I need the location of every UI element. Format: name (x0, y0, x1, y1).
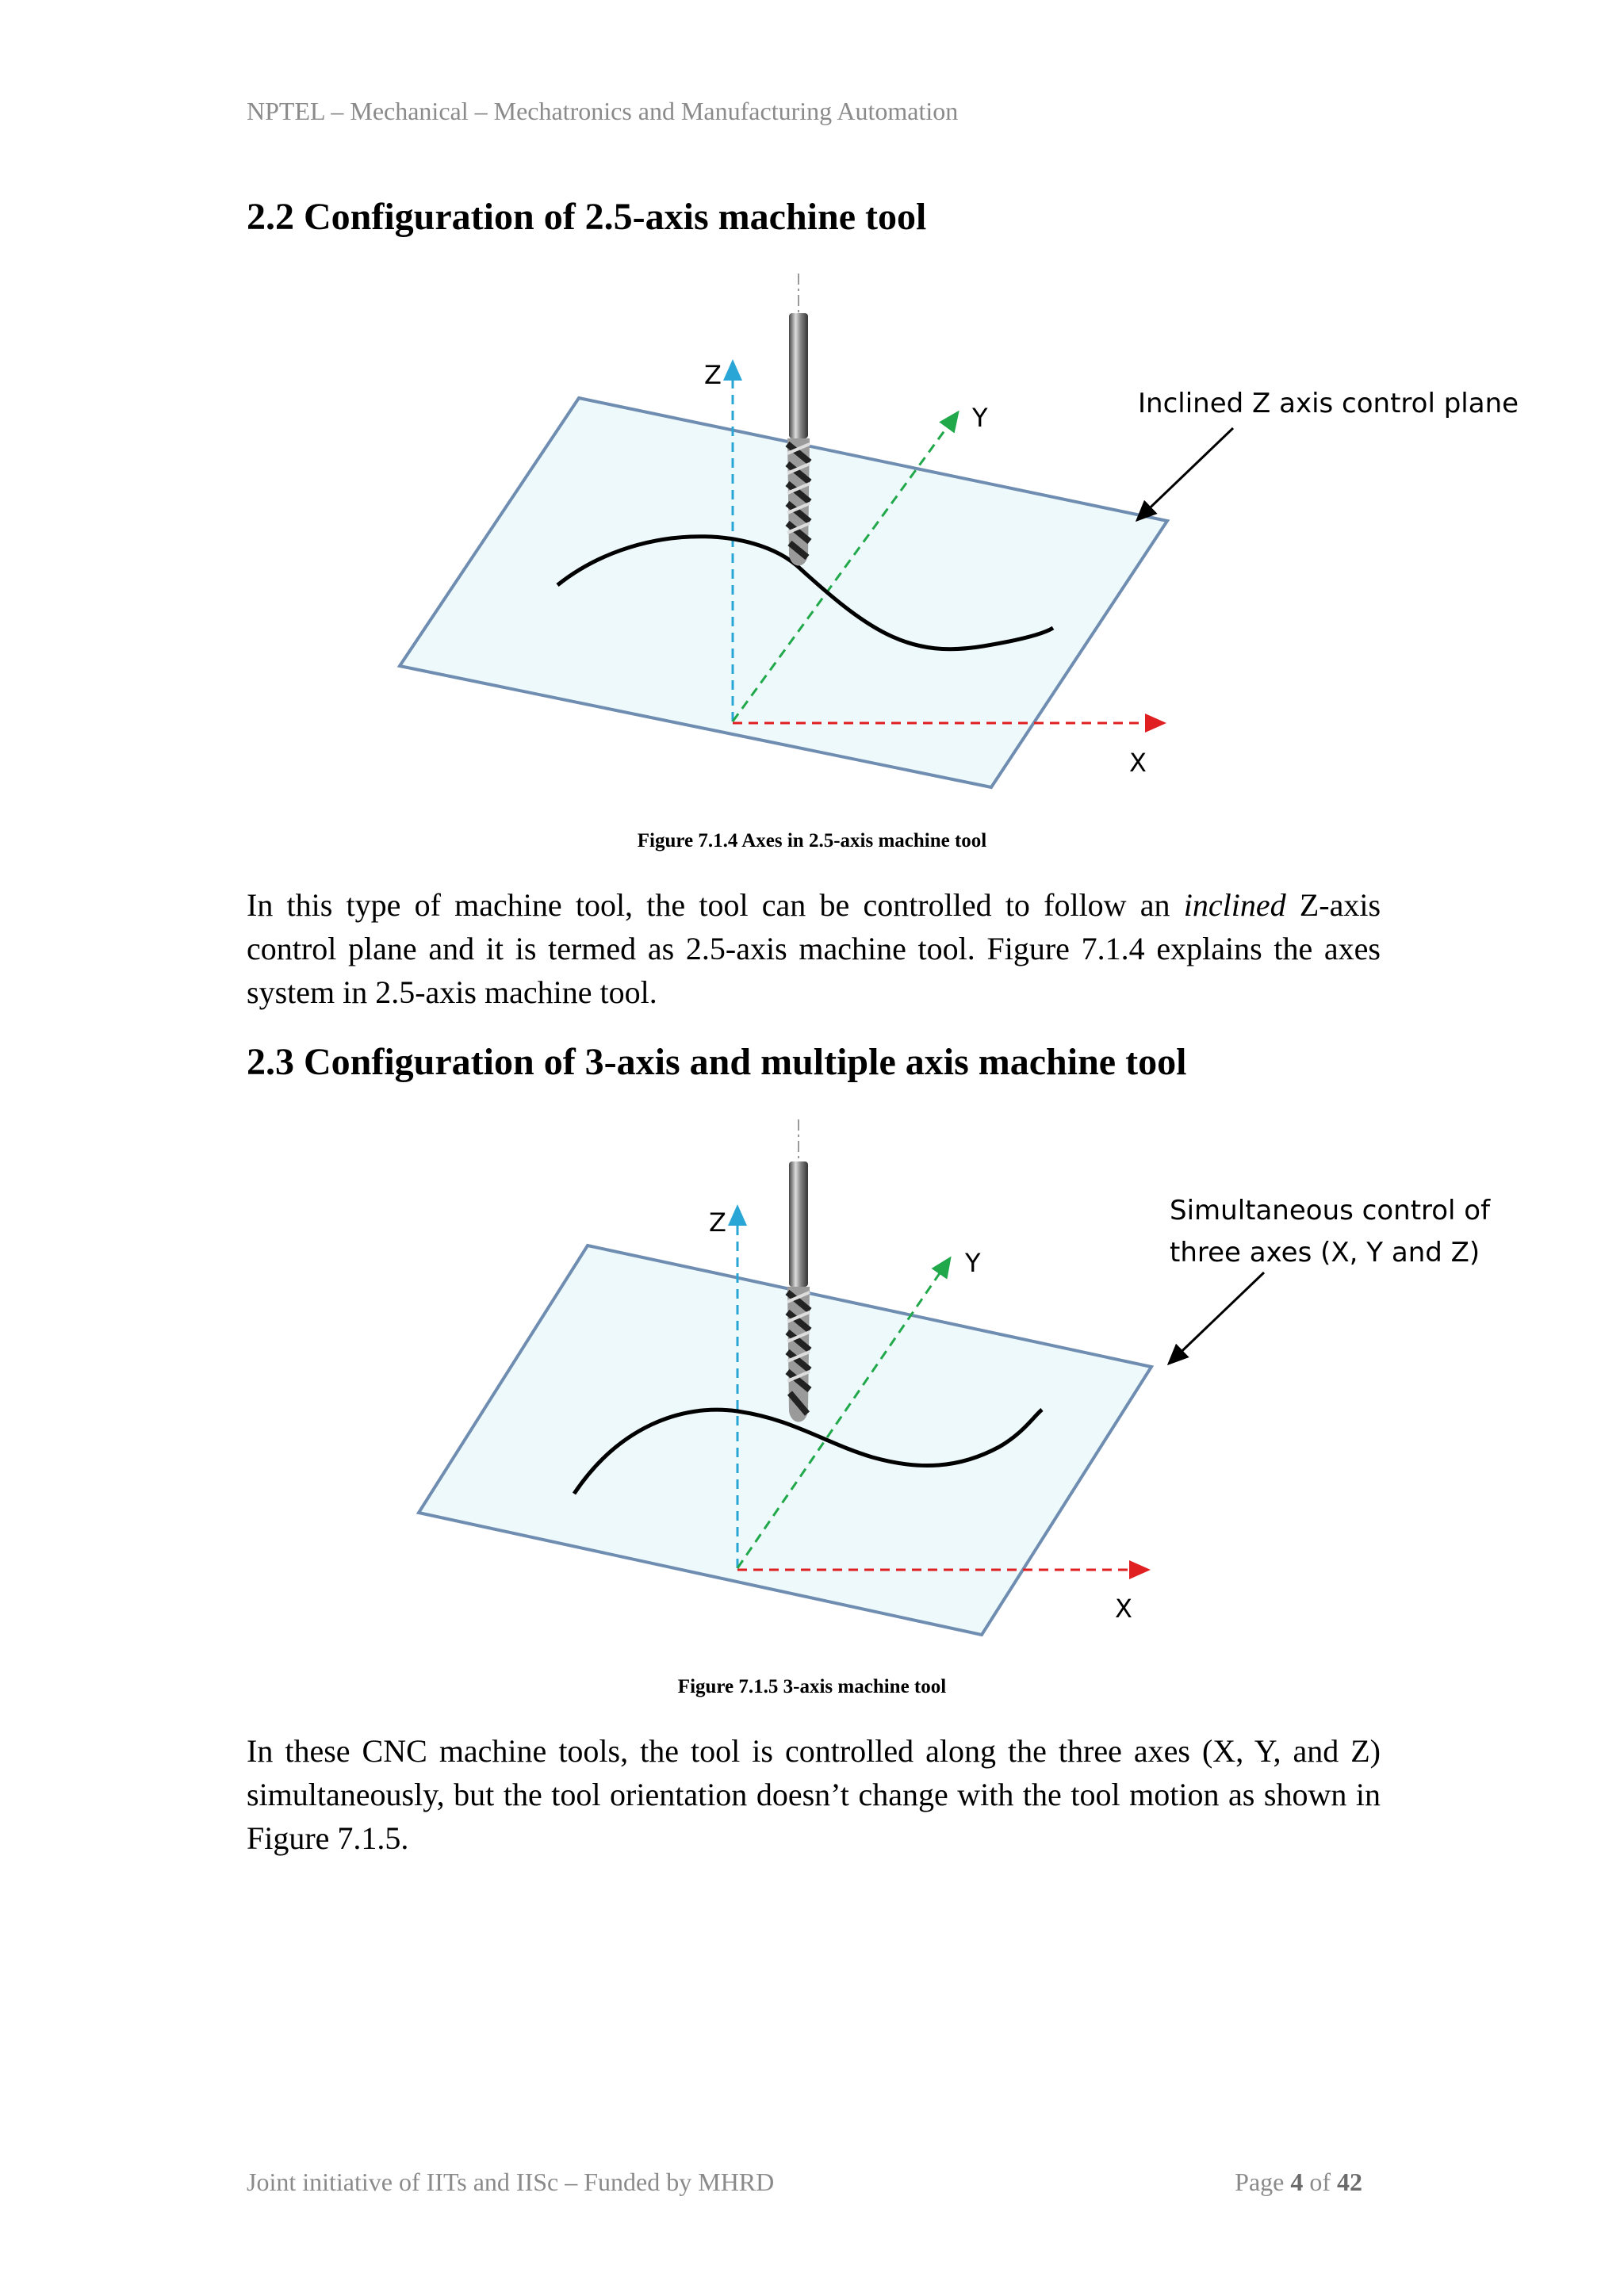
y-axis-label: Y (965, 1248, 981, 1278)
x-axis-label: X (1129, 748, 1147, 778)
page-of: of (1303, 2168, 1337, 2196)
plane-annotation-line1: Simultaneous control of (1170, 1195, 1491, 1226)
section-heading-2-2: 2.2 Configuration of 2.5-axis machine tool (247, 196, 927, 238)
x-axis-label: X (1115, 1594, 1132, 1624)
figure-3-axis (0, 1106, 1624, 1653)
paragraph-2-5-axis (247, 883, 1381, 1014)
page-header: NPTEL – Mechanical – Mechatronics and Manufacturing Automation (247, 97, 959, 125)
y-axis-label: Y (972, 403, 988, 433)
page-footer-left: Joint initiative of IITs and IISc – Funded by MHRD (247, 2168, 775, 2196)
page-total: 42 (1337, 2168, 1362, 2196)
control-plane (419, 1246, 1151, 1635)
section-heading-2-3: 2.3 Configuration of 3-axis and multiple axis machine tool (247, 1041, 1187, 1083)
annotation-arrow (1137, 428, 1233, 520)
figure-caption-7-1-5: Figure 7.1.5 3-axis machine tool (677, 1676, 947, 1697)
paragraph-emphasis: inclined (1183, 887, 1286, 923)
figure-caption-7-1-4: Figure 7.1.4 Axes in 2.5-axis machine tool (637, 830, 987, 851)
drill-bit-icon (787, 313, 810, 566)
paragraph-text: Z-axis control plane and it is termed as 2.5-axis machine tool. Figure 7.1.4 explains the axes system in 2.5-axis machine tool. (247, 887, 1381, 1010)
z-axis-label: Z (709, 1207, 726, 1238)
paragraph-text: In this type of machine tool, the tool can be controlled to follow an (247, 887, 1184, 923)
page-label: Page (1235, 2168, 1291, 2196)
plane-annotation-line2: three axes (X, Y and Z) (1170, 1237, 1480, 1269)
page-number (1235, 2168, 1362, 2197)
figure-2-5-axis (0, 262, 1624, 809)
control-plane (400, 398, 1167, 787)
paragraph-3-axis: In these CNC machine tools, the tool is controlled along the three axes (X, Y, and Z) simultaneously, but the tool orientation doesn’t change with the tool motion as shown in Figure 7.1.5. (247, 1733, 1381, 1856)
plane-annotation: Inclined Z axis control plane (1138, 388, 1519, 419)
page-current: 4 (1290, 2168, 1304, 2196)
drill-bit-icon (787, 1161, 810, 1422)
annotation-arrow (1169, 1272, 1264, 1364)
z-axis-label: Z (704, 360, 722, 390)
